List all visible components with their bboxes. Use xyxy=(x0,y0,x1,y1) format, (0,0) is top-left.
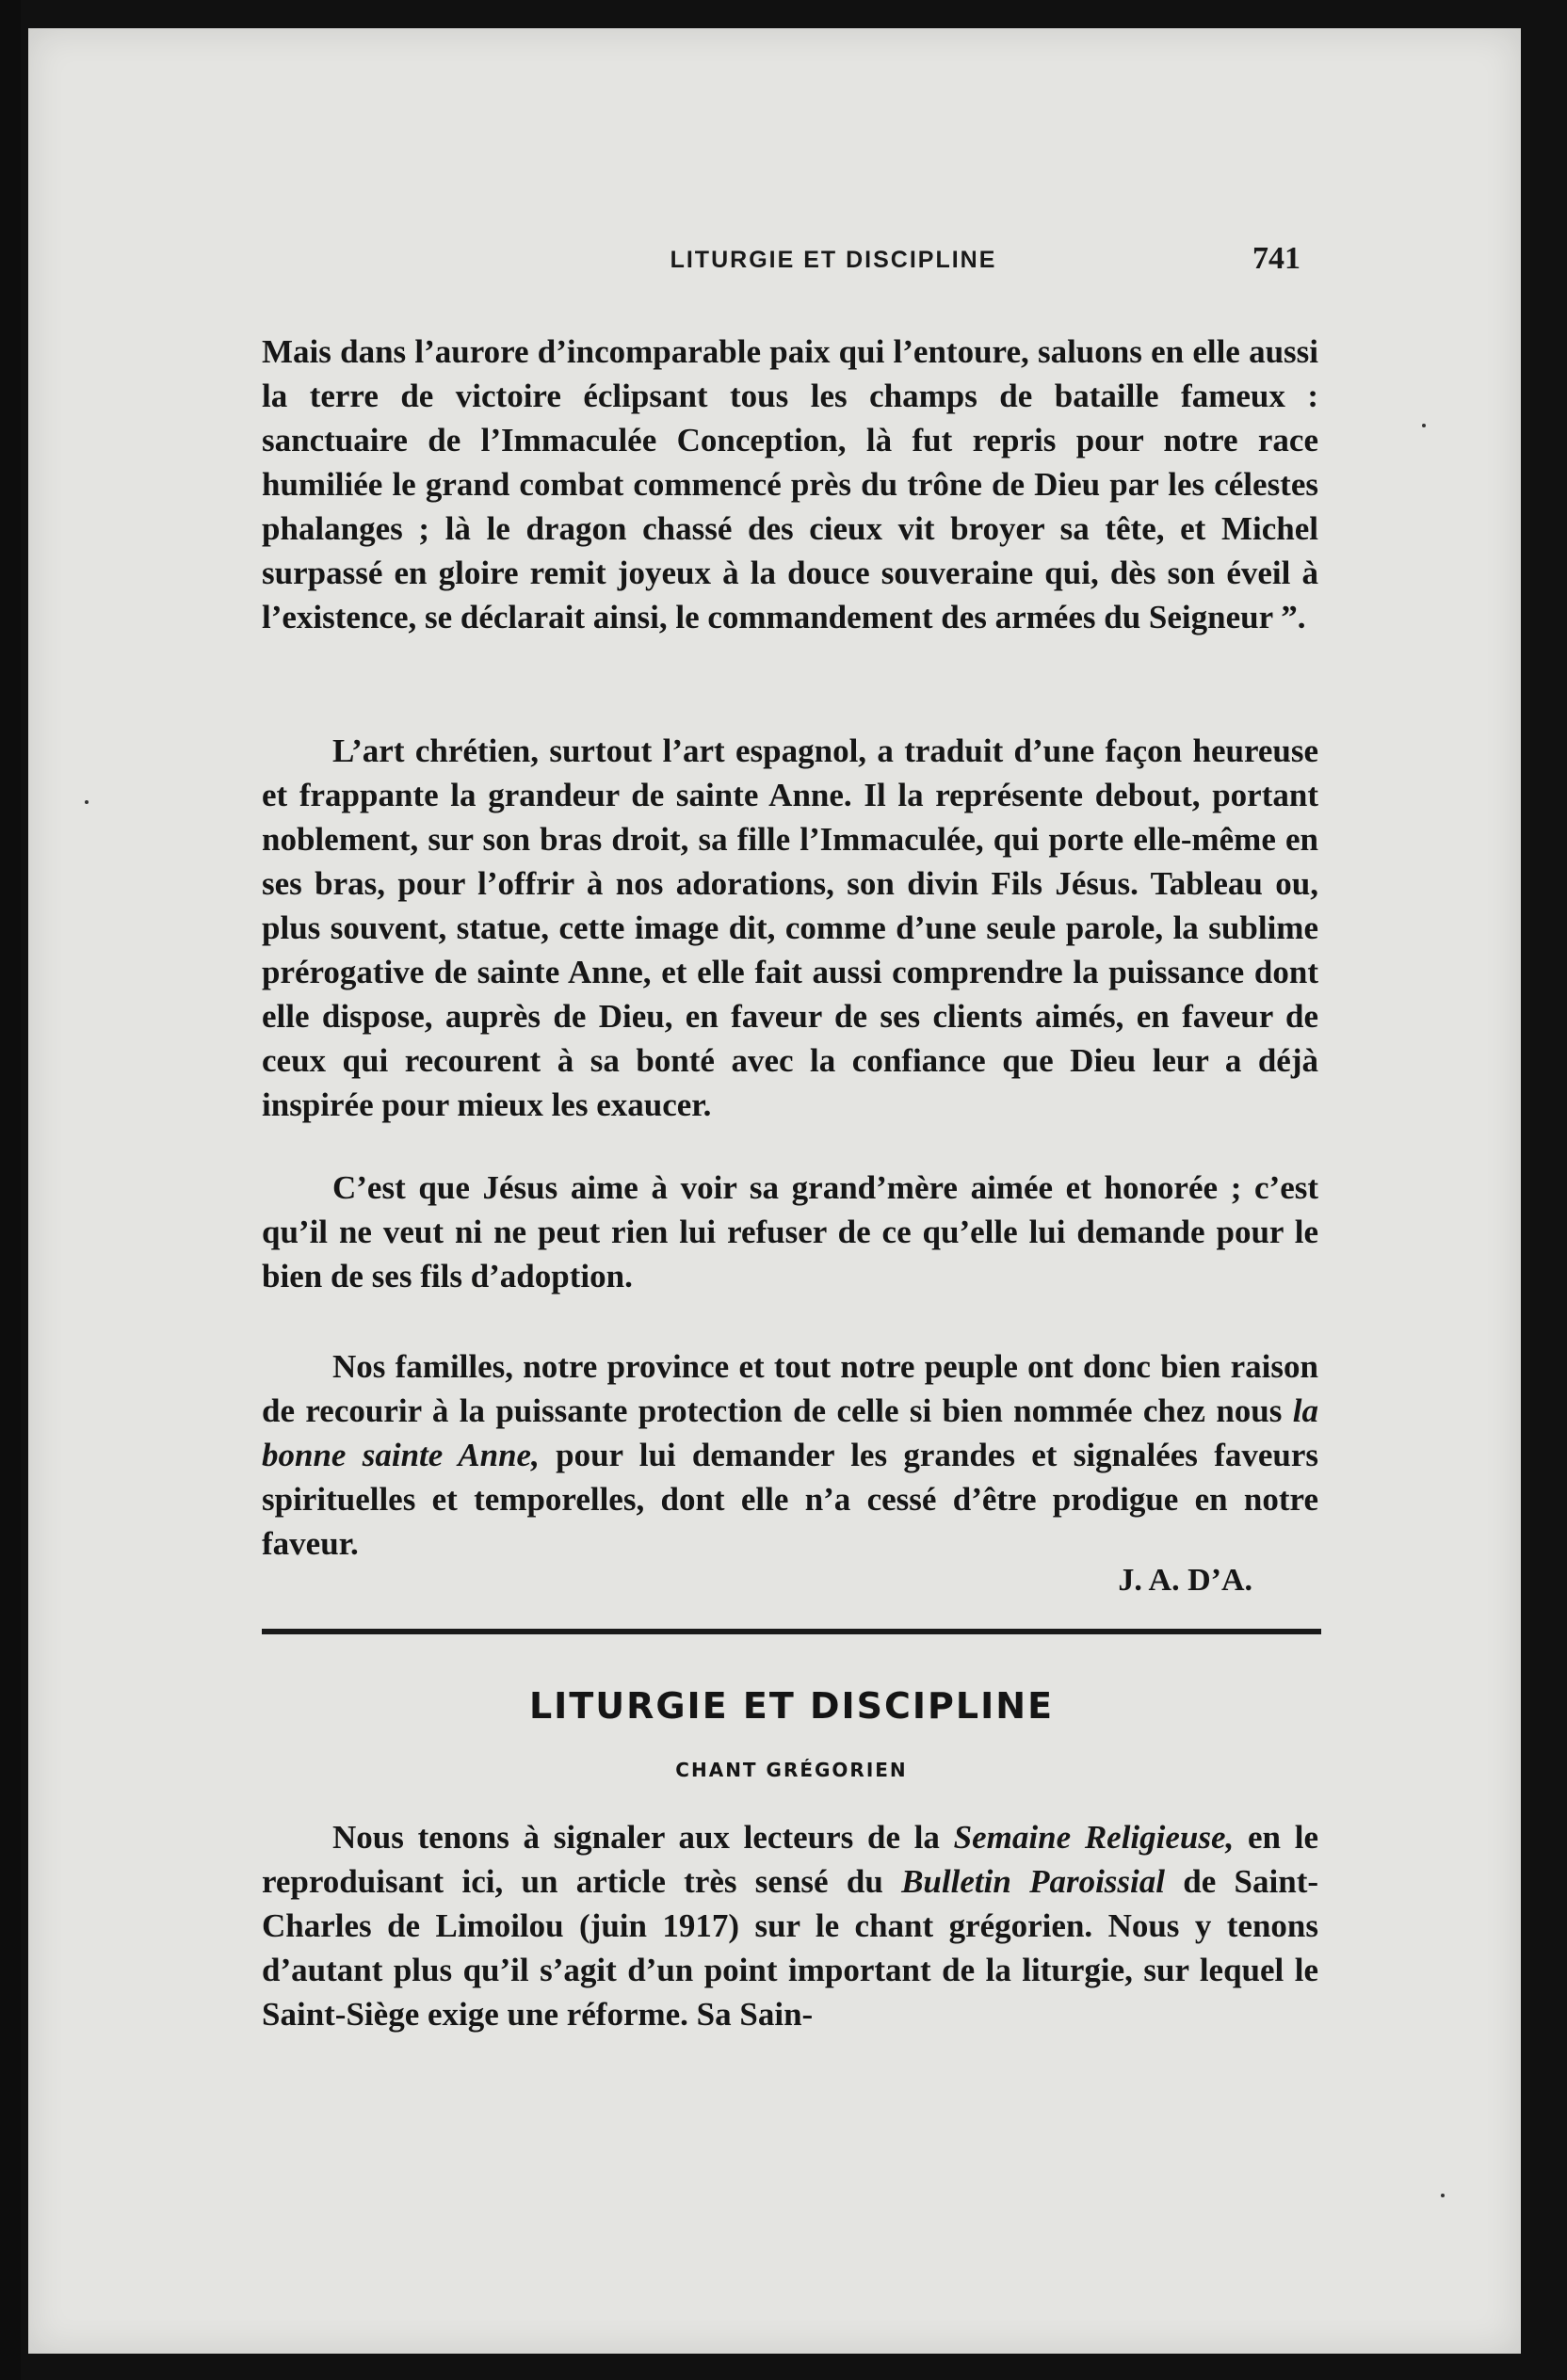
paragraph xyxy=(262,1344,1318,1566)
scan-left-edge xyxy=(0,0,21,2380)
section-divider xyxy=(262,1629,1321,1634)
author-signature: J. A. D’A. xyxy=(1118,1563,1252,1598)
italic-text: Semaine Religieuse, xyxy=(953,1819,1235,1856)
paragraph xyxy=(262,1815,1318,2036)
paragraph-text-part: de Saint-Charles de Limoilou (juin 1917) sur le chant grégorien. Nous y tenons d’autant plus qu’il s’agit d’un point important de la liturgie, sur lequel le Saint-Siège exige une réforme. Sa Sain- xyxy=(262,1863,1319,2033)
paragraph-text-part: Nous tenons à signaler aux lecteurs de la xyxy=(332,1819,954,1856)
paragraph-text: Mais dans l’aurore d’incomparable paix qui l’entoure, saluons en elle aussi la terre de victoire éclipsant tous les champs de bataille fameux : sanctuaire de l’Immaculée Conception, là fut repris pour notre race humiliée le grand combat commencé près du trône de Dieu par les célestes phalanges ; là le dragon chassé des cieux vit broyer sa tête, et Michel surpassé en gloire remit joyeux à la douce souveraine qui, dès son éveil à l’existence, se déclarait ainsi, le commandement des armées du Seigneur ”. xyxy=(262,333,1318,635)
paragraph-text xyxy=(262,1815,1318,2036)
paragraph xyxy=(262,330,1318,639)
section-subtitle: CHANT GRÉGORIEN xyxy=(675,1759,908,1781)
italic-text: la bonne sainte Anne, xyxy=(262,1392,1318,1473)
paragraph-text-part: en le reproduisant ici, un article très sensé du xyxy=(262,1819,1319,1900)
paragraph-text-part: Nos familles, notre province et tout notre peuple ont donc bien raison de recourir à la puissante protection de celle si bien nommée chez nous xyxy=(262,1348,1318,1429)
paragraph xyxy=(262,729,1318,1127)
running-title: LITURGIE ET DISCIPLINE xyxy=(670,247,997,273)
scan-speck xyxy=(1441,2194,1445,2197)
scan-speck xyxy=(85,800,89,804)
scan-speck xyxy=(1422,424,1426,427)
paragraph-text: L’art chrétien, surtout l’art espagnol, a traduit d’une façon heureuse et frappante la grandeur de sainte Anne. Il la représente debout, portant noblement, sur son bras droit, sa fille l’Immaculée, qui porte elle-même en ses bras, pour l’offrir à nos adorations, son divin Fils Jésus. Tableau ou, plus souvent, statue, cette image dit, comme d’une seule parole, la sublime prérogative de sainte Anne, et elle fait aussi comprendre la puissance dont elle dispose, auprès de Dieu, en faveur de ses clients aimés, en faveur de ceux qui recourent à sa bonté avec la confiance que Dieu leur a déjà inspirée pour mieux les exaucer. xyxy=(262,732,1318,1123)
section-title: LITURGIE ET DISCIPLINE xyxy=(528,1685,1055,1727)
italic-text: Bulletin Paroissial xyxy=(901,1863,1165,1900)
paragraph xyxy=(262,1166,1318,1298)
paragraph-text: C’est que Jésus aime à voir sa grand’mère aimée et honorée ; c’est qu’il ne veut ni ne peut rien lui refuser de ce qu’elle lui demande pour le bien de ses fils d’adoption. xyxy=(262,1169,1318,1295)
paragraph-text-part: pour lui demander les grandes et signalées faveurs spirituelles et temporelles, dont elle n’a cessé d’être prodigue en notre faveur. xyxy=(262,1437,1319,1562)
page-number: 741 xyxy=(1252,241,1300,276)
paragraph-text xyxy=(262,1344,1318,1566)
